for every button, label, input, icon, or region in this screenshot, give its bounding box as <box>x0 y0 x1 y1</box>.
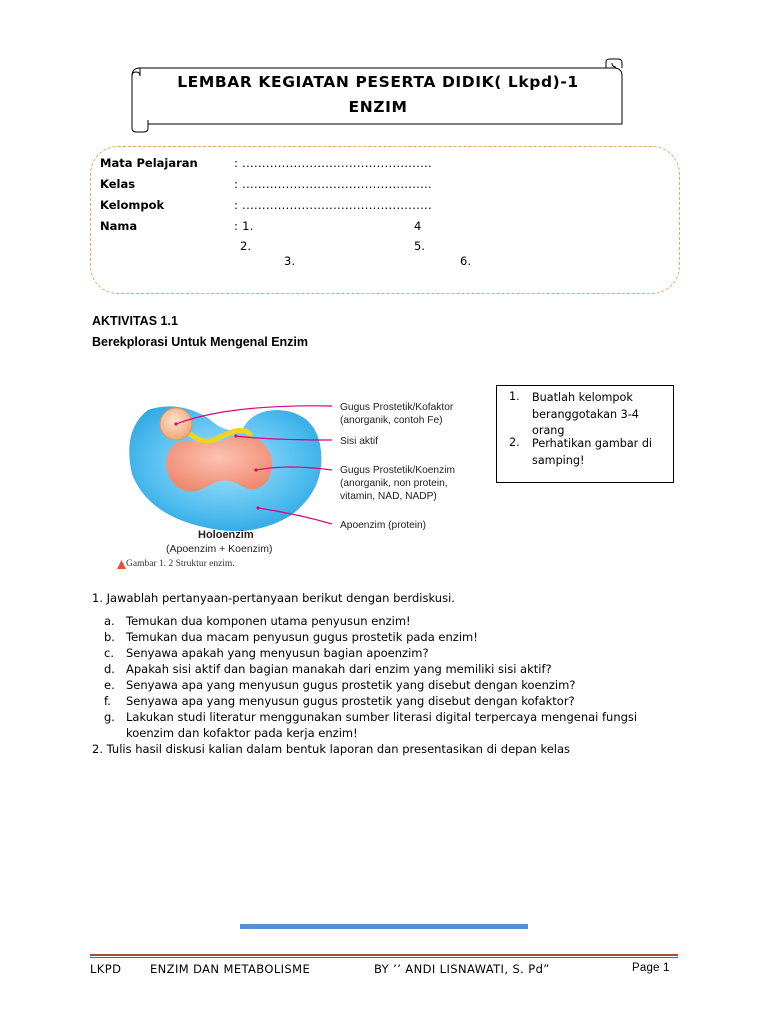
question-letter-g: g. <box>104 710 115 724</box>
group-field: : ................................................ <box>234 198 432 212</box>
instruction-1: Buatlah kelompok beranggotakan 3-4 orang <box>532 391 639 437</box>
activity-heading: AKTIVITAS 1.1 <box>92 314 178 328</box>
question-2: 2. Tulis hasil diskusi kalian dalam bentuk laporan dan presentasikan di depan kelas <box>92 742 570 756</box>
kofaktor-label: Gugus Prostetik/Kofaktor <box>340 402 454 413</box>
footer-topic: ENZIM DAN METABOLISME <box>150 962 311 976</box>
name-field-1: : 1. <box>234 219 254 233</box>
caption-triangle-icon <box>117 560 126 569</box>
question-e: Senyawa apa yang menyusun gugus prostetik yang disebut dengan koenzim? <box>126 678 576 692</box>
kofaktor-desc: (anorganik, contoh Fe) <box>340 415 443 426</box>
active-site-label: Sisi aktif <box>340 436 378 447</box>
subject-field: : ................................................ <box>234 156 432 170</box>
question-d: Apakah sisi aktif dan bagian manakah dari enzim yang memiliki sisi aktif? <box>126 662 552 676</box>
page-subtitle: ENZIM <box>348 98 408 116</box>
question-letter-d: d. <box>104 662 115 676</box>
activity-subheading: Berekplorasi Untuk Mengenal Enzim <box>92 335 309 349</box>
name-number-6: 6. <box>460 254 471 268</box>
koenzim-desc-1: (anorganik, non protein, <box>340 478 448 489</box>
page-title: LEMBAR KEGIATAN PESERTA DIDIK( Lkpd)-1 <box>177 73 579 91</box>
name-number-3: 3. <box>284 254 295 268</box>
footer-lkpd: LKPD <box>90 962 122 976</box>
koenzim-desc-2: vitamin, NAD, NADP) <box>340 491 437 502</box>
instruction-2: Perhatikan gambar di samping! <box>532 437 653 467</box>
question-letter-f: f. <box>104 694 111 708</box>
question-g-continued: koenzim dan kofaktor pada kerja enzim! <box>126 726 358 740</box>
footer-rule-thin <box>90 957 678 958</box>
footer-rule <box>90 954 678 956</box>
enzyme-structure-figure <box>118 388 488 578</box>
question-c: Senyawa apakah yang menyusun bagian apoenzim? <box>126 646 429 660</box>
name-number-2: 2. <box>240 239 251 253</box>
name-number-5: 5. <box>414 239 425 253</box>
footer-page-number: Page 1 <box>632 962 670 974</box>
footer-author: BY ’’ ANDI LISNAWATI, S. Pd” <box>374 962 550 976</box>
class-label: Kelas <box>100 177 136 191</box>
blue-divider <box>240 924 528 929</box>
question-f: Senyawa apa yang menyusun gugus prostetik yang disebut dengan kofaktor? <box>126 694 575 708</box>
class-field: : ................................................ <box>234 177 432 191</box>
question-a: Temukan dua komponen utama penyusun enzim! <box>126 614 411 628</box>
question-g: Lakukan studi literatur menggunakan sumber literasi digital terpercaya mengenai fungsi <box>126 710 638 724</box>
question-1: 1. Jawablah pertanyaan-pertanyaan berikut dengan berdiskusi. <box>92 591 455 605</box>
name-number-4: 4 <box>414 219 422 233</box>
name-label: Nama <box>100 219 138 233</box>
subject-label: Mata Pelajaran <box>100 156 198 170</box>
question-b: Temukan dua macam penyusun gugus prostetik pada enzim! <box>126 630 478 644</box>
apoenzim-label: Apoenzim (protein) <box>340 520 427 531</box>
title-scroll-banner <box>122 58 624 134</box>
koenzim-label: Gugus Prostetik/Koenzim <box>340 465 455 476</box>
question-letter-c: c. <box>104 646 114 660</box>
question-letter-e: e. <box>104 678 115 692</box>
holoenzim-desc: (Apoenzim + Koenzim) <box>166 543 273 555</box>
question-letter-b: b. <box>104 630 115 644</box>
question-letter-a: a. <box>104 614 115 628</box>
instruction-number-2: 2. <box>509 436 520 449</box>
group-label: Kelompok <box>100 198 165 212</box>
figure-caption: Gambar 1. 2 Struktur enzim. <box>126 559 235 569</box>
holoenzim-label: Holoenzim <box>198 529 254 541</box>
instruction-number-1: 1. <box>509 390 520 403</box>
